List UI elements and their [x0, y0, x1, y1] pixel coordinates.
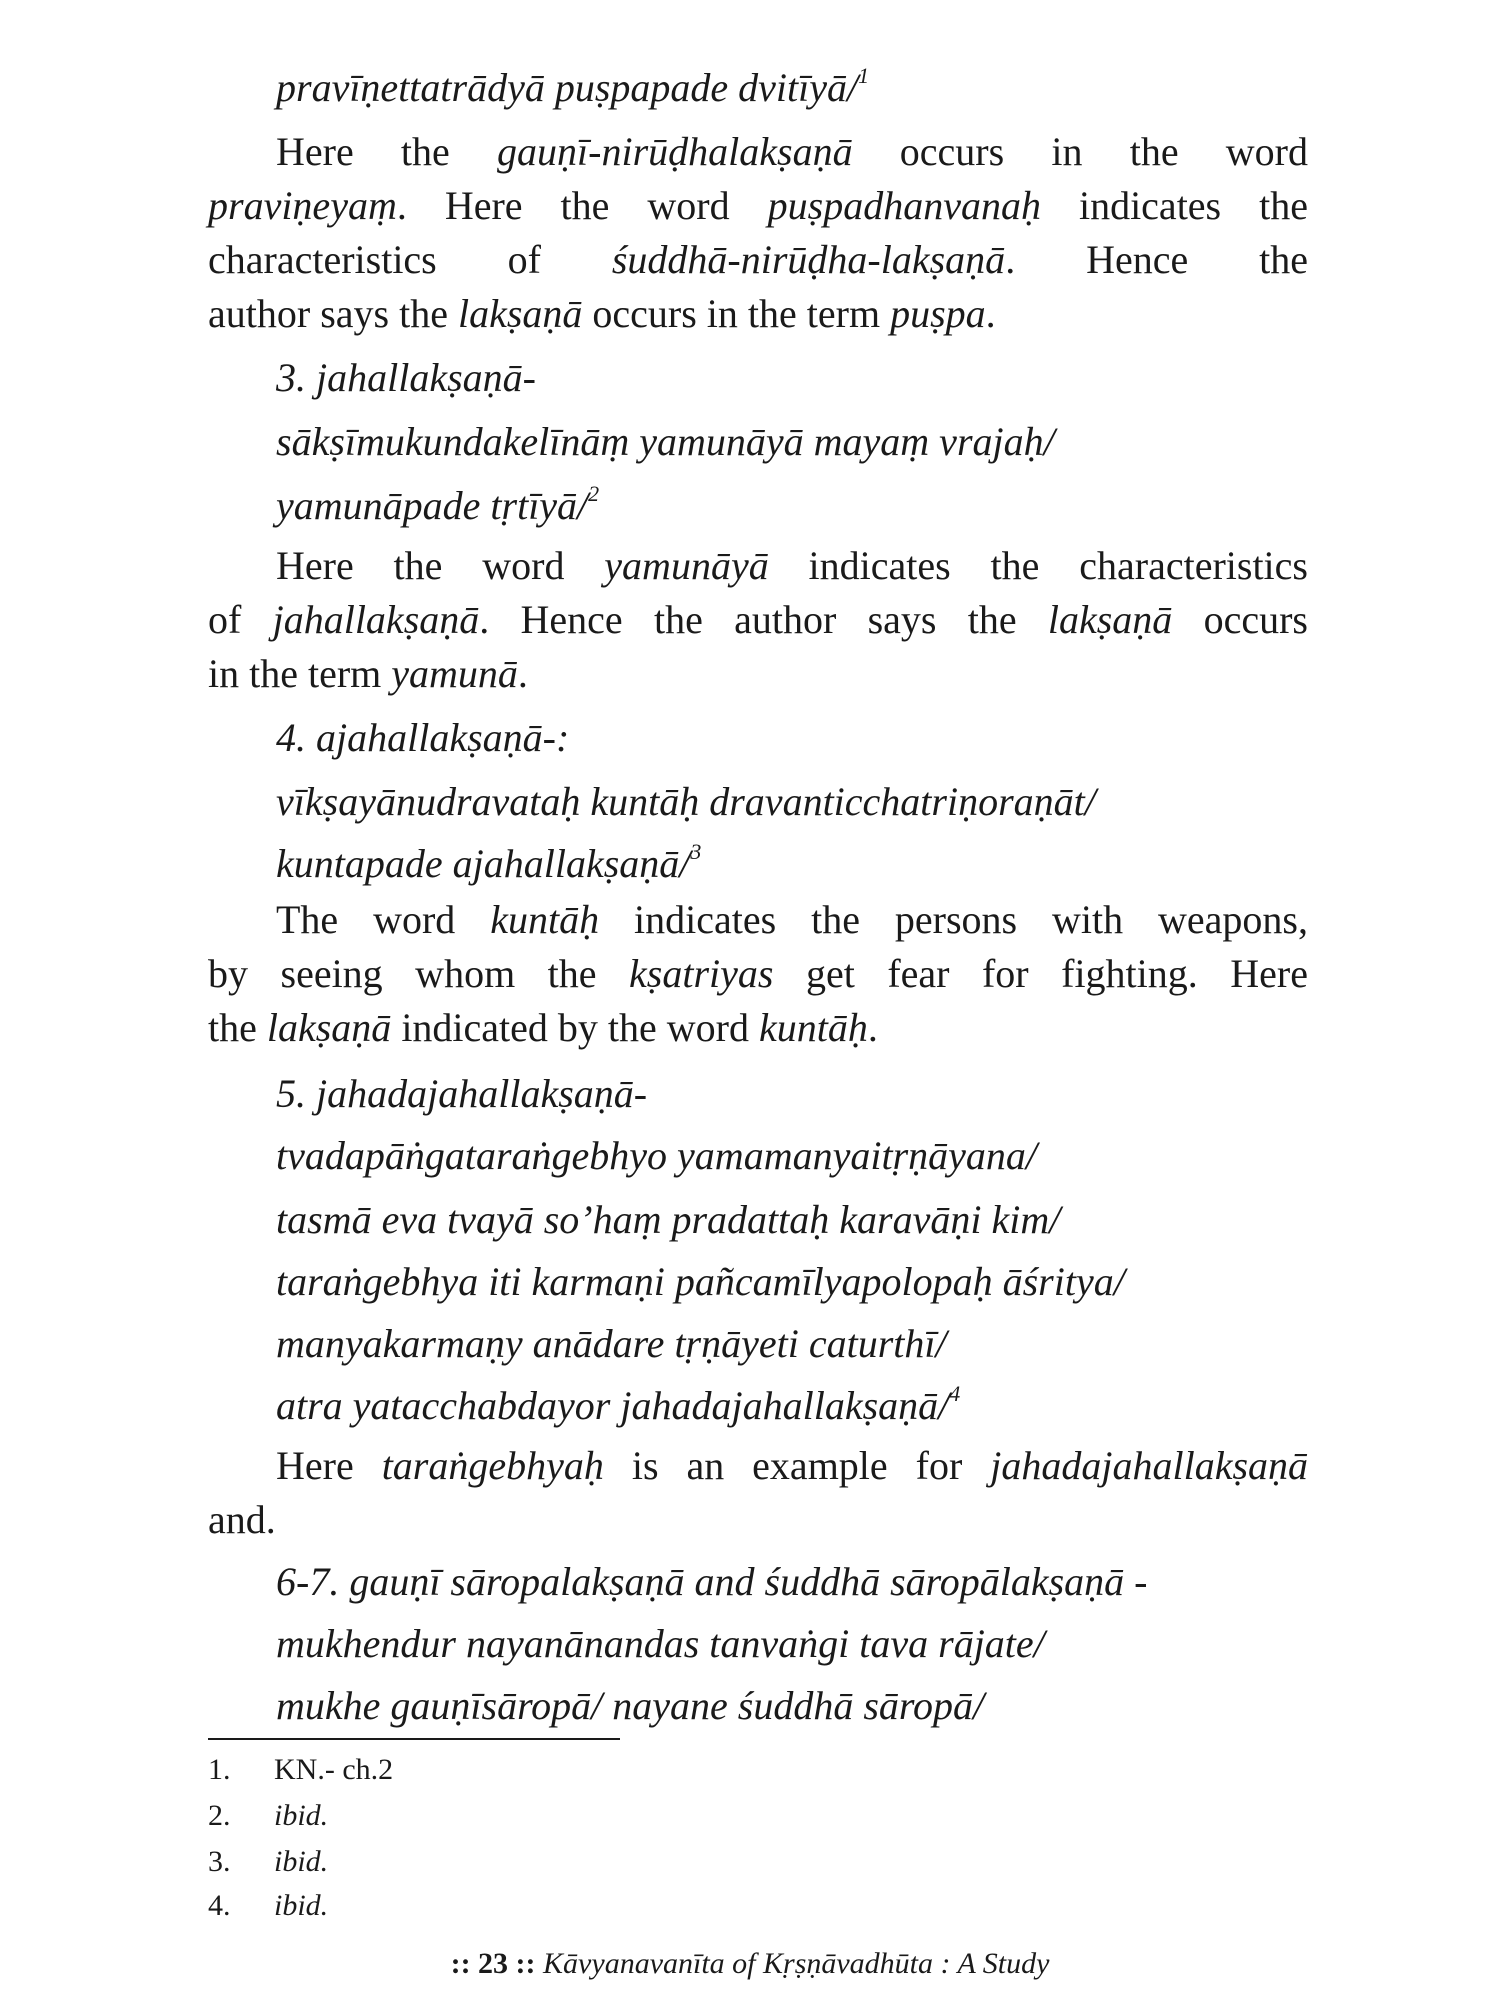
- page-footer: [0, 1944, 1500, 1984]
- paragraph-line: author says the lakṣaṇā occurs in the term puṣpa.: [208, 291, 996, 336]
- paragraph-line: of jahallakṣaṇā. Hence the author says the lakṣaṇā occurs: [208, 597, 1308, 642]
- paragraph-line: Here the gauṇī-nirūḍhalakṣaṇā occurs in the word: [276, 129, 1308, 174]
- footnote: 3. ibid.: [208, 1845, 329, 1878]
- paragraph-line: the lakṣaṇā indicated by the word kuntāḥ.: [208, 1005, 878, 1050]
- page-number: :: 23 ::: [450, 1947, 536, 1980]
- paragraph-line: Here the word yamunāyā indicates the characteristics: [276, 543, 1308, 588]
- footnote-ref: 2: [588, 480, 600, 506]
- paragraph-line: Here taraṅgebhyaḥ is an example for jahadajahallakṣaṇā: [276, 1443, 1309, 1488]
- verse-line: taraṅgebhya iti karmaṇi pañcamīlyapolopaḥ āśritya/: [276, 1259, 1125, 1304]
- verse-line: manyakarmaṇy anādare tṛṇāyeti caturthī/: [276, 1321, 947, 1366]
- paragraph-line: The word kuntāḥ indicates the persons with weapons,: [276, 897, 1308, 942]
- paragraph-line: in the term yamunā.: [208, 651, 528, 696]
- section-heading: 5. jahadajahallakṣaṇā-: [276, 1071, 648, 1116]
- footnote: 1. KN.- ch.2: [208, 1753, 394, 1786]
- verse-line: pravīṇettatrādyā puṣpapade dvitīyā/$^1$: [276, 62, 870, 110]
- footnote-ref: 3: [690, 838, 702, 864]
- verse-line: tasmā eva tvayā so’haṃ pradattaḥ karavāṇi kim/: [276, 1197, 1061, 1242]
- verse-line: tvadapāṅgataraṅgebhyo yamamanyaitṛṇāyana/: [276, 1133, 1037, 1178]
- verse-line: yamunāpade tṛtīyā/$^2$: [276, 480, 600, 528]
- paragraph-line: praviṇeyaṃ. Here the word puṣpadhanvanaḥ indicates the: [208, 183, 1308, 228]
- section-heading: 3. jahallakṣaṇā-: [276, 355, 536, 400]
- footnote-ref: 4: [949, 1380, 961, 1406]
- verse-line: sākṣīmukundakelīnāṃ yamunāyā mayaṃ vrajaḥ/: [276, 419, 1055, 464]
- paragraph-line: and.: [208, 1497, 276, 1542]
- book-title: Kāvyanavanīta of Kṛṣṇāvadhūta : A Study: [543, 1947, 1050, 1980]
- section-heading: 4. ajahallakṣaṇā-:: [276, 715, 570, 760]
- verse-line: atra yatacchabdayor jahadajahallakṣaṇā/$^4$: [276, 1380, 961, 1428]
- footnote-ref: 1: [858, 62, 870, 88]
- footnote: 2. ibid.: [208, 1799, 329, 1832]
- verse-line: mukhendur nayanānandas tanvaṅgi tava rājate/: [276, 1621, 1045, 1666]
- footnote: 4. ibid.: [208, 1889, 329, 1922]
- verse-line: kuntapade ajahallakṣaṇā/$^3$: [276, 838, 702, 886]
- paragraph-line: characteristics of śuddhā-nirūḍha-lakṣaṇā. Hence the: [208, 237, 1308, 282]
- section-heading: 6-7. gauṇī sāropalakṣaṇā and śuddhā sāropālakṣaṇā -: [276, 1559, 1148, 1604]
- footnote-rule: [208, 1738, 620, 1740]
- paragraph-line: by seeing whom the kṣatriyas get fear for fighting. Here: [208, 951, 1308, 996]
- verse-line: mukhe gauṇīsāropā/ nayane śuddhā sāropā/: [276, 1683, 985, 1728]
- verse-line: vīkṣayānudravataḥ kuntāḥ dravanticchatriṇoraṇāt/: [276, 779, 1096, 824]
